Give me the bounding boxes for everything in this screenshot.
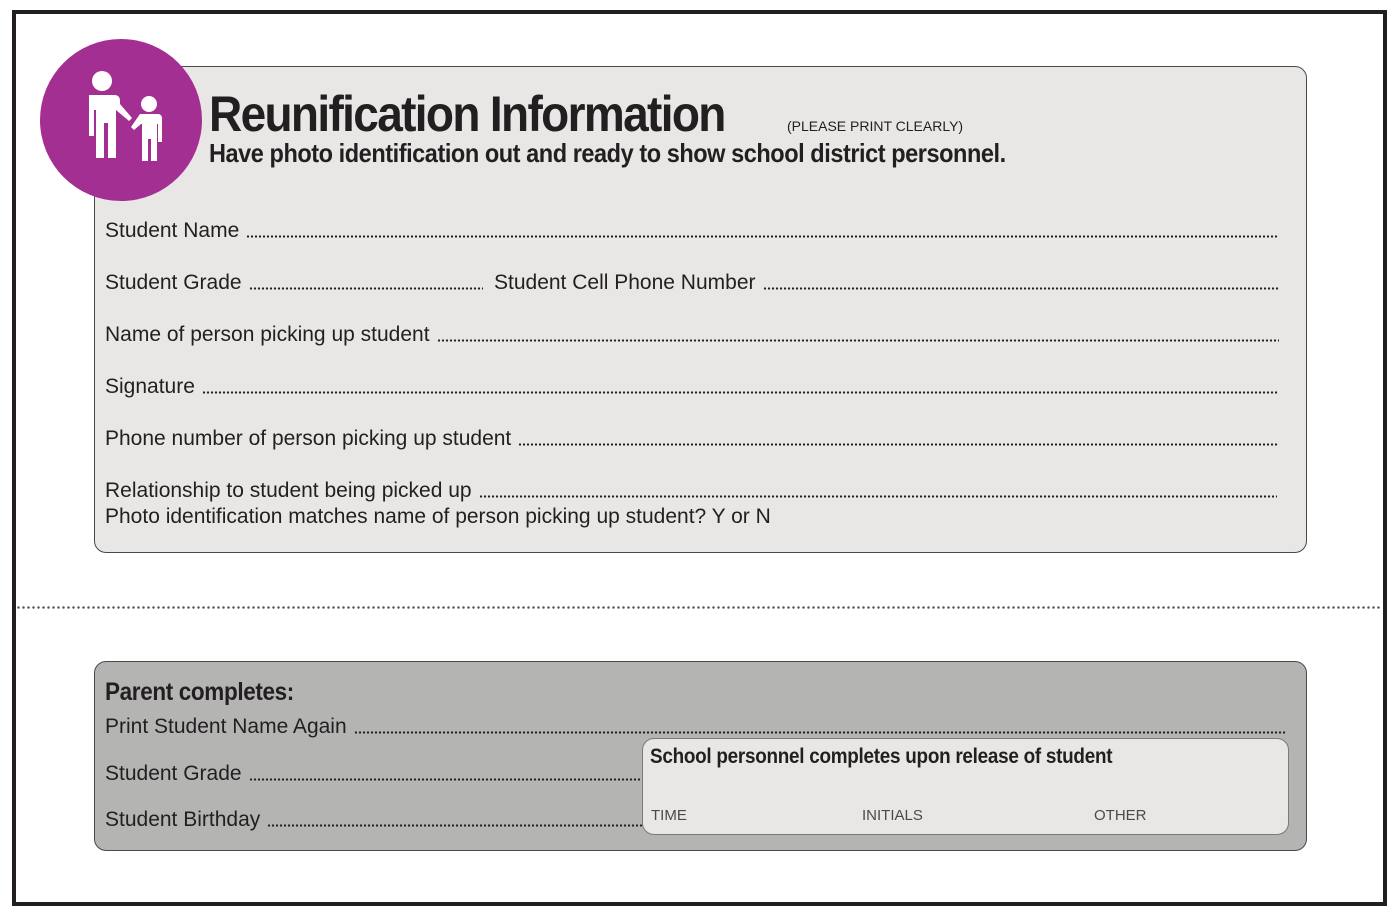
pickup-phone-label: Phone number of person picking up student bbox=[105, 427, 512, 450]
pickup-phone-field[interactable] bbox=[105, 427, 1279, 451]
birthday-label: Student Birthday bbox=[105, 808, 261, 831]
fill-line bbox=[479, 495, 1277, 498]
fill-line bbox=[437, 339, 1279, 342]
time-field[interactable]: TIME bbox=[651, 807, 687, 824]
parent-grade-label: Student Grade bbox=[105, 762, 242, 785]
signature-field[interactable] bbox=[105, 375, 1279, 399]
fill-line bbox=[763, 287, 1280, 290]
print-name-field[interactable] bbox=[105, 715, 1286, 739]
other-field[interactable]: OTHER bbox=[1094, 807, 1147, 824]
fill-line bbox=[518, 443, 1279, 446]
student-cell-field[interactable] bbox=[494, 271, 1279, 295]
fill-line bbox=[354, 731, 1286, 734]
fill-line bbox=[246, 235, 1279, 238]
photo-id-question[interactable]: Photo identification matches name of person picking up student? Y or N bbox=[105, 505, 771, 528]
print-name-label: Print Student Name Again bbox=[105, 715, 347, 738]
relationship-field[interactable] bbox=[105, 479, 1277, 503]
fill-line bbox=[267, 824, 642, 827]
pickup-name-field[interactable] bbox=[105, 323, 1279, 347]
badge bbox=[40, 39, 202, 201]
student-name-label: Student Name bbox=[105, 219, 240, 242]
parent-grade-field[interactable] bbox=[105, 762, 642, 786]
student-grade-label: Student Grade bbox=[105, 271, 242, 294]
student-grade-field[interactable] bbox=[105, 271, 483, 295]
student-cell-label: Student Cell Phone Number bbox=[494, 271, 756, 294]
fill-line bbox=[202, 391, 1279, 394]
form-subtitle: Have photo identification out and ready to show school district personnel. bbox=[209, 138, 1006, 168]
cut-line bbox=[16, 606, 1382, 609]
initials-field[interactable]: INITIALS bbox=[862, 807, 923, 824]
fill-line bbox=[249, 287, 483, 290]
pickup-name-label: Name of person picking up student bbox=[105, 323, 430, 346]
signature-label: Signature bbox=[105, 375, 195, 398]
print-clearly-note: (PLEASE PRINT CLEARLY) bbox=[787, 118, 964, 134]
parent-completes-heading: Parent completes: bbox=[105, 678, 294, 706]
school-personnel-heading: School personnel completes upon release of student bbox=[650, 745, 1113, 768]
birthday-field[interactable] bbox=[105, 808, 642, 832]
parent-child-icon bbox=[78, 69, 170, 161]
fill-line bbox=[249, 778, 642, 781]
student-name-field[interactable] bbox=[105, 219, 1279, 243]
form-title: Reunification Information bbox=[209, 86, 725, 142]
relationship-label: Relationship to student being picked up bbox=[105, 479, 472, 502]
